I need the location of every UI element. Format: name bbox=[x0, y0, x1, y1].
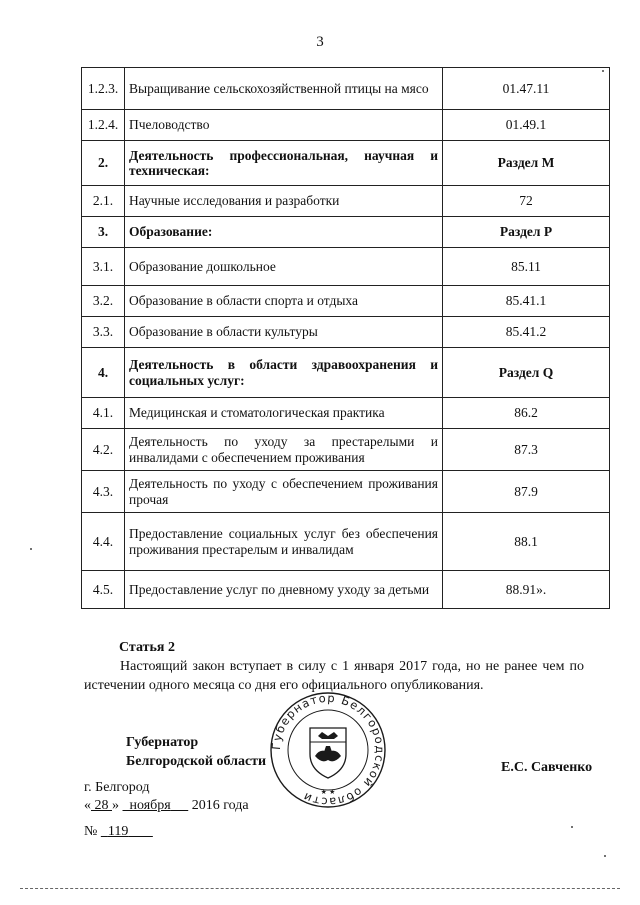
table-row bbox=[82, 429, 610, 471]
table-cell-code: Раздел М bbox=[443, 141, 610, 186]
table-cell-num: 4.1. bbox=[82, 398, 125, 429]
table-cell-code: 72 bbox=[443, 186, 610, 217]
activity-table-body bbox=[82, 68, 610, 609]
place-of-signing: г. Белгород bbox=[84, 780, 150, 795]
table-cell-name: Образование дошкольное bbox=[125, 248, 443, 286]
table-cell-num: 3.3. bbox=[82, 317, 125, 348]
table-cell-name: Деятельность профессиональная, научная и техническая: bbox=[125, 141, 443, 186]
table-cell-code: 86.2 bbox=[443, 398, 610, 429]
table-cell-num: 4.3. bbox=[82, 471, 125, 513]
table-cell-num: 3.1. bbox=[82, 248, 125, 286]
table-cell-name: Образование в области спорта и отдыха bbox=[125, 286, 443, 317]
table-cell-code: 87.3 bbox=[443, 429, 610, 471]
table-row bbox=[82, 141, 610, 186]
table-cell-num: 1.2.4. bbox=[82, 110, 125, 141]
table-row bbox=[82, 248, 610, 286]
official-seal bbox=[268, 690, 388, 810]
signatory-name: Е.С. Савченко bbox=[501, 760, 593, 775]
date-day: 28 bbox=[94, 798, 109, 813]
table-cell-num: 4. bbox=[82, 348, 125, 398]
coat-of-arms-icon bbox=[310, 728, 346, 778]
table-cell-name: Образование в области культуры bbox=[125, 317, 443, 348]
signatory-title-line-2: Белгородской области bbox=[126, 754, 267, 769]
table-row bbox=[82, 398, 610, 429]
signing-date bbox=[84, 798, 249, 814]
table-cell-name: Образование: bbox=[125, 217, 443, 248]
table-cell-code: 85.41.2 bbox=[443, 317, 610, 348]
table-cell-name: Выращивание сельскохозяйственной птицы на мясо bbox=[125, 68, 443, 110]
table-row bbox=[82, 110, 610, 141]
table-row bbox=[82, 286, 610, 317]
table-cell-name: Научные исследования и разработки bbox=[125, 186, 443, 217]
table-cell-name: Предоставление социальных услуг без обеспечения проживания престарелым и инвалидам bbox=[125, 513, 443, 571]
seal-stars: ★ ★ bbox=[320, 788, 336, 796]
table-cell-name: Пчеловодство bbox=[125, 110, 443, 141]
scan-speck bbox=[604, 855, 606, 857]
date-close-quote: » bbox=[112, 798, 119, 813]
table-cell-num: 4.5. bbox=[82, 571, 125, 609]
table-cell-num: 3. bbox=[82, 217, 125, 248]
table-cell-name: Деятельность по уходу с обеспечением проживания прочая bbox=[125, 471, 443, 513]
page-number: 3 bbox=[316, 34, 324, 50]
table-cell-code: Раздел Р bbox=[443, 217, 610, 248]
table-cell-name: Медицинская и стоматологическая практика bbox=[125, 398, 443, 429]
scan-speck bbox=[602, 70, 604, 72]
table-cell-num: 4.4. bbox=[82, 513, 125, 571]
article-title: Статья 2 bbox=[119, 640, 175, 655]
table-cell-code: 88.91». bbox=[443, 571, 610, 609]
table-cell-code: Раздел Q bbox=[443, 348, 610, 398]
activity-table bbox=[81, 67, 610, 609]
signatory-title bbox=[126, 733, 266, 771]
table-row bbox=[82, 471, 610, 513]
table-row bbox=[82, 317, 610, 348]
table-row bbox=[82, 186, 610, 217]
table-cell-code: 87.9 bbox=[443, 471, 610, 513]
table-row bbox=[82, 348, 610, 398]
table-cell-code: 85.41.1 bbox=[443, 286, 610, 317]
scan-speck bbox=[30, 548, 32, 550]
table-cell-num: 1.2.3. bbox=[82, 68, 125, 110]
table-cell-code: 01.47.11 bbox=[443, 68, 610, 110]
table-cell-num: 4.2. bbox=[82, 429, 125, 471]
law-number bbox=[84, 824, 153, 840]
table-cell-num: 2.1. bbox=[82, 186, 125, 217]
table-cell-code: 01.49.1 bbox=[443, 110, 610, 141]
article-text: Настоящий закон вступает в силу с 1 января 2017 года, но не ранее чем по истечении одного месяца со дня его официального опубликования. bbox=[84, 659, 584, 693]
table-cell-num: 3.2. bbox=[82, 286, 125, 317]
table-row bbox=[82, 513, 610, 571]
law-number-prefix: № bbox=[84, 824, 98, 839]
table-cell-name: Деятельность по уходу за престарелыми и инвалидами с обеспечением проживания bbox=[125, 429, 443, 471]
table-cell-num: 2. bbox=[82, 141, 125, 186]
table-row bbox=[82, 571, 610, 609]
table-cell-name: Деятельность в области здравоохранения и социальных услуг: bbox=[125, 348, 443, 398]
law-number-value: 119 bbox=[107, 824, 129, 839]
date-year: 2016 года bbox=[191, 798, 249, 813]
table-cell-name: Предоставление услуг по дневному уходу за детьми bbox=[125, 571, 443, 609]
table-cell-code: 88.1 bbox=[443, 513, 610, 571]
table-row bbox=[82, 68, 610, 110]
page-bottom-edge bbox=[20, 888, 620, 889]
scan-speck bbox=[571, 826, 573, 828]
date-open-quote: « bbox=[84, 798, 91, 813]
seal-text: Губернатор Белгородской области bbox=[268, 690, 388, 810]
date-month: ноября bbox=[129, 798, 171, 813]
signatory-title-line-1: Губернатор bbox=[126, 735, 199, 750]
table-cell-code: 85.11 bbox=[443, 248, 610, 286]
table-row bbox=[82, 217, 610, 248]
